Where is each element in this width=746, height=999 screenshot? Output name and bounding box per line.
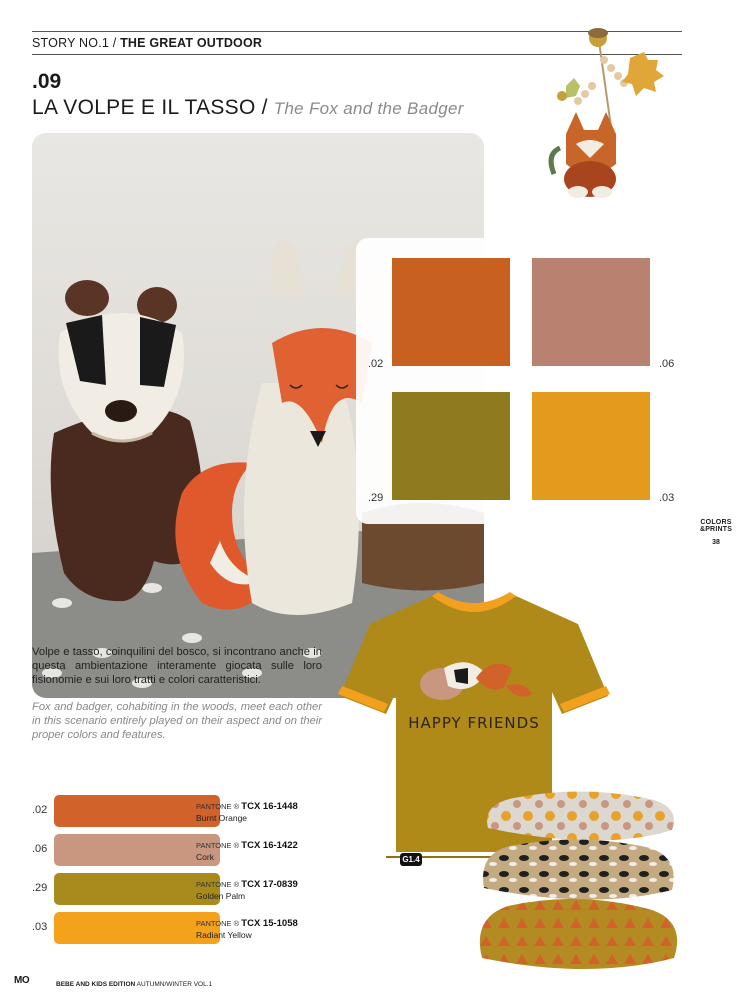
title-italian: LA VOLPE E IL TASSO bbox=[32, 96, 256, 119]
pantone-brand: PANTONE ® bbox=[196, 880, 240, 889]
pantone-row bbox=[32, 795, 332, 827]
footer-edition-rest: AUTUMN/WINTER VOL.1 bbox=[135, 981, 213, 988]
fabric-swatch bbox=[392, 258, 510, 366]
title-english: The Fox and the Badger bbox=[273, 99, 464, 118]
pantone-name: Cork bbox=[196, 852, 214, 862]
section-number: .09 bbox=[32, 70, 62, 93]
footer-edition bbox=[56, 981, 212, 988]
pantone-ref: TCX 17-0839 bbox=[241, 879, 298, 890]
story-prefix: STORY NO.1 / bbox=[32, 36, 121, 50]
pantone-brand: PANTONE ® bbox=[196, 841, 240, 850]
title-separator: / bbox=[261, 96, 268, 119]
description-italian: Volpe e tasso, coinquilini del bosco, si incontrano anche in questa ambientazione interamente giocata sulle loro fisionomie e sui loro tratti e colori caratteristici. bbox=[32, 646, 322, 686]
tshirt-print-text: HAPPY FRIENDS bbox=[408, 714, 540, 732]
pantone-brand: PANTONE ® bbox=[196, 919, 240, 928]
cushions-image bbox=[478, 788, 680, 978]
page-title bbox=[32, 96, 464, 120]
story-label bbox=[32, 36, 262, 50]
pantone-label bbox=[196, 840, 298, 862]
swatch-code: .03 bbox=[659, 492, 675, 504]
pantone-ref: TCX 15-1058 bbox=[241, 918, 298, 929]
description-english: Fox and badger, cohabiting in the woods, meet each other in this scenario entirely played on their aspect and on their proper colors and features. bbox=[32, 701, 322, 741]
pantone-label bbox=[196, 879, 298, 901]
magazine-logo: MO bbox=[14, 975, 30, 986]
pantone-row bbox=[32, 912, 332, 944]
pantone-label bbox=[196, 801, 298, 823]
swatch-code: .29 bbox=[368, 492, 384, 504]
pantone-code: .03 bbox=[32, 921, 48, 933]
product-code-badge: G1.4 bbox=[400, 853, 422, 866]
fabric-swatch bbox=[392, 392, 510, 500]
pantone-ref: TCX 16-1422 bbox=[241, 840, 298, 851]
footer-edition-bold: BEBE AND KIDS EDITION bbox=[56, 981, 136, 988]
section-side-tab bbox=[699, 519, 733, 546]
pantone-ref: TCX 16-1448 bbox=[241, 801, 298, 812]
pantone-name: Radiant Yellow bbox=[196, 930, 252, 940]
story-title: THE GREAT OUTDOOR bbox=[120, 36, 263, 50]
swatch-code: .02 bbox=[368, 358, 384, 370]
swatch-code: .06 bbox=[659, 358, 675, 370]
pantone-brand: PANTONE ® bbox=[196, 802, 240, 811]
section-tab-line2: &PRINTS bbox=[699, 526, 733, 533]
pantone-row bbox=[32, 873, 332, 905]
fabric-swatch bbox=[532, 392, 650, 500]
pantone-name: Golden Palm bbox=[196, 891, 246, 901]
page-number: 38 bbox=[712, 539, 720, 546]
pantone-name: Burnt Orange bbox=[196, 813, 248, 823]
hanging-fox-toy-image bbox=[540, 24, 670, 204]
pantone-row bbox=[32, 834, 332, 866]
pantone-code: .06 bbox=[32, 843, 48, 855]
fabric-swatch bbox=[532, 258, 650, 366]
pantone-label bbox=[196, 918, 298, 940]
section-tab-line1: COLORS bbox=[700, 519, 732, 526]
pantone-code: .02 bbox=[32, 804, 48, 816]
pantone-code: .29 bbox=[32, 882, 48, 894]
